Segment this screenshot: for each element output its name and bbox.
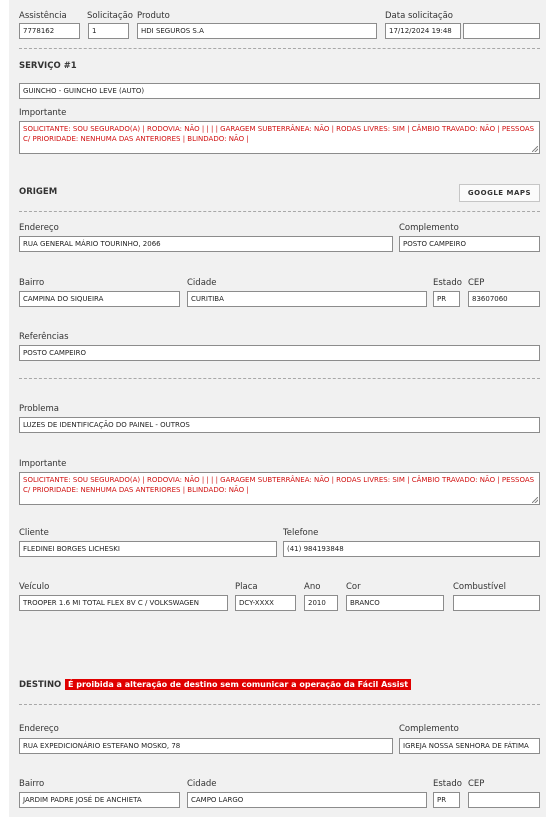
- ano-label: Ano: [304, 582, 321, 592]
- origem-referencias-label: Referências: [19, 332, 69, 342]
- resize-grip-icon[interactable]: [532, 497, 538, 503]
- cor-field[interactable]: BRANCO: [346, 595, 444, 611]
- telefone-field[interactable]: (41) 984193848: [283, 541, 540, 557]
- destino-estado-label: Estado: [433, 779, 462, 789]
- resize-grip-icon[interactable]: [532, 146, 538, 152]
- origem-estado-label: Estado: [433, 278, 462, 288]
- veiculo-field[interactable]: TROOPER 1.6 MI TOTAL FLEX 8V C / VOLKSWAGEN: [19, 595, 228, 611]
- divider: [19, 378, 540, 379]
- servico-importante-text: SOLICITANTE: SOU SEGURADO(A) | RODOVIA: NÃO | | | | GARAGEM SUBTERRÂNEA: NÃO | RODAS LIVRES: SIM | CÂMBIO TRAVADO: NÃO | PESSOAS C/ PRIORIDADE: NENHUMA DAS ANTERIORES | BLINDADO: NÃO |: [23, 125, 535, 143]
- veiculo-label: Veículo: [19, 582, 50, 592]
- origem-cep-field[interactable]: 83607060: [468, 291, 540, 307]
- combustivel-label: Combustível: [453, 582, 506, 592]
- destino-complemento-label: Complemento: [399, 724, 459, 734]
- google-maps-button[interactable]: GOOGLE MAPS: [459, 184, 540, 202]
- divider: [19, 48, 540, 49]
- destino-endereco-field[interactable]: RUA EXPEDICIONÁRIO ESTEFANO MOSKO, 78: [19, 738, 393, 754]
- destino-title: DESTINO: [19, 680, 62, 690]
- cliente-label: Cliente: [19, 528, 49, 538]
- destino-cep-label: CEP: [468, 779, 485, 789]
- detalhes-importante-label: Importante: [19, 459, 67, 469]
- destino-endereco-label: Endereço: [19, 724, 59, 734]
- destino-complemento-field[interactable]: IGREJA NOSSA SENHORA DE FÁTIMA: [399, 738, 540, 754]
- servico-importante-textarea[interactable]: [19, 121, 540, 154]
- data-solicitacao-label: Data solicitação: [385, 11, 454, 21]
- assistencia-field[interactable]: 7778162: [19, 23, 80, 39]
- telefone-label: Telefone: [283, 528, 319, 538]
- assistencia-label: Assistência: [19, 11, 67, 21]
- origem-cidade-field[interactable]: CURITIBA: [187, 291, 427, 307]
- destino-bairro-label: Bairro: [19, 779, 45, 789]
- origem-bairro-label: Bairro: [19, 278, 45, 288]
- solicitacao-field[interactable]: 1: [88, 23, 129, 39]
- cor-label: Cor: [346, 582, 361, 592]
- origem-cep-label: CEP: [468, 278, 485, 288]
- destino-cidade-label: Cidade: [187, 779, 217, 789]
- origem-cidade-label: Cidade: [187, 278, 217, 288]
- combustivel-field[interactable]: [453, 595, 540, 611]
- origem-endereco-label: Endereço: [19, 223, 59, 233]
- divider: [19, 211, 540, 212]
- divider: [19, 704, 540, 705]
- detalhes-importante-textarea[interactable]: [19, 472, 540, 505]
- placa-label: Placa: [235, 582, 258, 592]
- origem-estado-field[interactable]: PR: [433, 291, 460, 307]
- servico-field[interactable]: GUINCHO - GUINCHO LEVE (AUTO): [19, 83, 540, 99]
- origem-complemento-label: Complemento: [399, 223, 459, 233]
- destino-warning-badge: É proibida a alteração de destino sem comunicar a operação da Fácil Assist: [65, 679, 411, 690]
- destino-cep-field[interactable]: [468, 792, 540, 808]
- origem-complemento-field[interactable]: POSTO CAMPEIRO: [399, 236, 540, 252]
- detalhes-importante-text: SOLICITANTE: SOU SEGURADO(A) | RODOVIA: NÃO | | | | GARAGEM SUBTERRÂNEA: NÃO | RODAS LIVRES: SIM | CÂMBIO TRAVADO: NÃO | PESSOAS C/ PRIORIDADE: NENHUMA DAS ANTERIORES | BLINDADO: NÃO |: [23, 476, 535, 494]
- problema-label: Problema: [19, 404, 59, 414]
- data-solicitacao-field[interactable]: 17/12/2024 19:48: [385, 23, 461, 39]
- produto-field[interactable]: HDI SEGUROS S.A: [137, 23, 377, 39]
- servico-title: SERVIÇO #1: [19, 61, 77, 71]
- servico-importante-label: Importante: [19, 108, 67, 118]
- origem-referencias-field[interactable]: POSTO CAMPEIRO: [19, 345, 540, 361]
- produto-label: Produto: [137, 11, 170, 21]
- data-solicitacao-extra-field[interactable]: [463, 23, 540, 39]
- destino-bairro-field[interactable]: JARDIM PADRE JOSÉ DE ANCHIETA: [19, 792, 180, 808]
- origem-bairro-field[interactable]: CAMPINA DO SIQUEIRA: [19, 291, 180, 307]
- cliente-field[interactable]: FLEDINEI BORGES LICHESKI: [19, 541, 277, 557]
- origem-title: ORIGEM: [19, 187, 58, 197]
- origem-endereco-field[interactable]: RUA GENERAL MÁRIO TOURINHO, 2066: [19, 236, 393, 252]
- destino-estado-field[interactable]: PR: [433, 792, 460, 808]
- placa-field[interactable]: DCY-XXXX: [235, 595, 296, 611]
- solicitacao-label: Solicitação: [87, 11, 133, 21]
- ano-field[interactable]: 2010: [304, 595, 338, 611]
- destino-cidade-field[interactable]: CAMPO LARGO: [187, 792, 427, 808]
- problema-field[interactable]: LUZES DE IDENTIFICAÇÃO DO PAINEL - OUTROS: [19, 417, 540, 433]
